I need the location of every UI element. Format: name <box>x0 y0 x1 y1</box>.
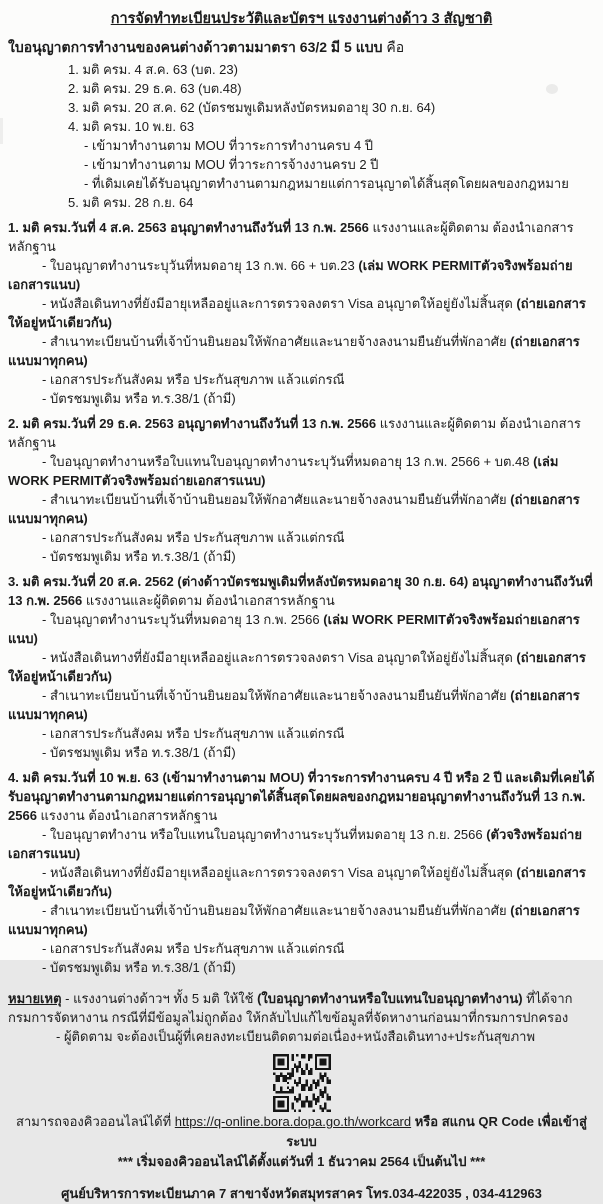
list-item-4-sub-3: - ที่เดิมเคยได้รับอนุญาตทำงานตามกฎหมายแต่การอนุญาตได้สิ้นสุดโดยผลของกฎหมาย <box>84 176 569 191</box>
booking-start-line: *** เริ่มจองคิวออนไลน์ได้ตั้งแต่วันที่ 1 ธันวาคม 2564 เป็นต้นไป *** <box>117 1154 486 1169</box>
bullet-line <box>8 610 595 648</box>
list-item-4-sub-2: - เข้ามาทำงานตาม MOU ที่วาระการจ้างงานครบ 2 ปี <box>84 157 379 172</box>
bullet-bold-note: (ถ่ายเอกสารให้อยู่หน้าเดียวกัน) <box>8 865 586 899</box>
bullet-line <box>8 863 595 901</box>
intro-tail: คือ <box>382 39 405 55</box>
bullet-line: - เอกสารประกันสังคม หรือ ประกันสุขภาพ แล้วแต่กรณี <box>42 530 345 545</box>
bullet-line <box>8 648 595 686</box>
bullet-line <box>8 686 595 724</box>
bullet-line: - บัตรชมพูเดิม หรือ ท.ร.38/1 (ถ้ามี) <box>42 745 236 760</box>
bullet-text: - ใบอนุญาตทำงาน หรือใบแทนใบอนุญาตทำงานระบุวันที่หมดอายุ 13 ก.ย. 2566 <box>42 827 487 842</box>
section-4-heading-tail: แรงงาน ต้องนำเอกสารหลักฐาน <box>36 808 218 823</box>
bullet-text: - สำเนาทะเบียนบ้านที่เจ้าบ้านยินยอมให้พักอาศัยและนายจ้างลงนามยืนยันที่พักอาศัย <box>42 688 511 703</box>
list-item-5: 5. มติ ครม. 28 ก.ย. 64 <box>68 195 194 210</box>
intro-lead: ใบอนุญาตการทำงานของคนต่างด้าวตามมาตรา 63/2 มี 5 แบบ <box>8 39 383 55</box>
bullet-line <box>8 452 595 490</box>
bullet-line: - บัตรชมพูเดิม หรือ ท.ร.38/1 (ถ้ามี) <box>42 391 236 406</box>
booking-pre-text: สามารถจองคิวออนไลน์ได้ที่ <box>16 1114 175 1129</box>
note-text: ที่ได้จากกรมการจัดหางาน กรณีที่มีข้อมูลไม่ถูกต้อง ให้กลับไปแก้ไขข้อมูลที่จัดหางานก่อนมาที่กรมการปกครอง <box>8 991 573 1025</box>
bullet-line: - บัตรชมพูเดิม หรือ ท.ร.38/1 (ถ้ามี) <box>42 549 236 564</box>
list-item-4: 4. มติ ครม. 10 พ.ย. 63 <box>68 119 195 134</box>
bullet-bold-note: (ถ่ายเอกสารแนบมาทุกคน) <box>8 688 580 722</box>
section-2-heading <box>8 414 595 452</box>
bullet-text: - สำเนาทะเบียนบ้านที่เจ้าบ้านยินยอมให้พักอาศัยและนายจ้างลงนามยืนยันที่พักอาศัย <box>42 334 511 349</box>
page-title <box>8 8 595 30</box>
bullet-bold-note: (ถ่ายเอกสารแนบมาทุกคน) <box>8 334 580 368</box>
intro-line <box>8 37 595 58</box>
note-follower-line: - ผู้ติดตาม จะต้องเป็นผู้ที่เคยลงทะเบียนติดตามต่อเนื่อง+หนังสือเดินทาง+ประกันสุขภาพ <box>56 1029 536 1044</box>
bullet-bold-note: (เล่ม WORK PERMITตัวจริงพร้อมถ่ายเอกสารแนบ) <box>8 258 573 292</box>
section-1-heading <box>8 218 595 256</box>
bullet-bold-note: (ถ่ายเอกสารให้อยู่หน้าเดียวกัน) <box>8 650 586 684</box>
bullet-text: - ใบอนุญาตทำงานระบุวันที่หมดอายุ 13 ก.พ. 66 + บต.23 <box>42 258 359 273</box>
bullet-text: - หนังสือเดินทางที่ยังมีอายุเหลืออยู่และการตรวจลงตรา Visa อนุญาตให้อยู่ยังไม่สิ้นสุด <box>42 650 517 665</box>
bullet-bold-note: (ถ่ายเอกสารแนบมาทุกคน) <box>8 492 580 526</box>
bullet-line <box>8 294 595 332</box>
section-2 <box>8 414 595 566</box>
section-4-heading <box>8 768 595 825</box>
bullet-line: - บัตรชมพูเดิม หรือ ท.ร.38/1 (ถ้ามี) <box>42 960 236 975</box>
bullet-text: - หนังสือเดินทางที่ยังมีอายุเหลืออยู่และการตรวจลงตรา Visa อนุญาตให้อยู่ยังไม่สิ้นสุด <box>42 296 517 311</box>
note-text: - แรงงานต่างด้าวฯ ทั้ง 5 มติ ให้ใช้ <box>61 991 258 1006</box>
scan-artifact <box>0 118 3 144</box>
bullet-text: - สำเนาทะเบียนบ้านที่เจ้าบ้านยินยอมให้พักอาศัยและนายจ้างลงนามยืนยันที่พักอาศัย <box>42 903 511 918</box>
bullet-bold-note: (ตัวจริงพร้อมถ่ายเอกสารแนบ) <box>8 827 582 861</box>
bullet-bold-note: (ถ่ายเอกสารแนบมาทุกคน) <box>8 903 580 937</box>
section-4-heading-bold: 4. มติ ครม.วันที่ 10 พ.ย. 63 (เข้ามาทำงานตาม MOU) ที่วาระการทำงานครบ 4 ปี หรือ 2 ปี และเดิมที่เคยได้รับอนุญาตทำงานตามกฎหมายแต่การอนุญาตได้สิ้นสุดโดยผลของกฎหมายอนุญาตทำงานถึงวันที่ 13 ก.พ. 2566 <box>8 770 595 823</box>
permit-type-list <box>68 60 595 212</box>
bullet-line: - เอกสารประกันสังคม หรือ ประกันสุขภาพ แล้วแต่กรณี <box>42 372 345 387</box>
bullet-bold-note: (เล่ม WORK PERMITตัวจริงพร้อมถ่ายเอกสารแนบ) <box>8 454 559 488</box>
note-bold: (ใบอนุญาตทำงานหรือใบแทนใบอนุญาตทำงาน) <box>257 991 523 1006</box>
section-3-heading <box>8 572 595 610</box>
page-title-text: การจัดทำทะเบียนประวัติและบัตรฯ แรงงานต่างด้าว 3 สัญชาติ <box>110 11 493 27</box>
note-block <box>8 989 595 1046</box>
bullet-text: - ใบอนุญาตทำงานหรือใบแทนใบอนุญาตทำงานระบุวันที่หมดอายุ 13 ก.พ. 2566 + บต.48 <box>42 454 534 469</box>
note-paragraph <box>8 989 595 1027</box>
bullet-bold-note: (เล่ม WORK PERMITตัวจริงพร้อมถ่ายเอกสารแนบ) <box>8 612 580 646</box>
bullet-line <box>8 825 595 863</box>
note-label: หมายเหตุ <box>8 991 62 1006</box>
section-3 <box>8 572 595 762</box>
booking-line <box>8 1112 595 1152</box>
booking-url-link[interactable]: https://q-online.bora.dopa.go.th/workcard <box>174 1114 412 1129</box>
bullet-line: - เอกสารประกันสังคม หรือ ประกันสุขภาพ แล้วแต่กรณี <box>42 726 345 741</box>
qr-code-icon <box>273 1054 331 1112</box>
list-item-2: 2. มติ ครม. 29 ธ.ค. 63 (บต.48) <box>68 81 242 96</box>
list-item-4-sub-1: - เข้ามาทำงานตาม MOU ที่วาระการทำงานครบ 4 ปี <box>84 138 374 153</box>
bullet-line <box>8 256 595 294</box>
qr-code-block <box>8 1054 595 1112</box>
bullet-line <box>8 490 595 528</box>
section-1-heading-tail: แรงงานและผู้ติดตาม ต้องนำเอกสารหลักฐาน <box>8 220 574 254</box>
bullet-text: - สำเนาทะเบียนบ้านที่เจ้าบ้านยินยอมให้พักอาศัยและนายจ้างลงนามยืนยันที่พักอาศัย <box>42 492 511 507</box>
section-2-heading-bold: 2. มติ ครม.วันที่ 29 ธ.ค. 2563 อนุญาตทำงานถึงวันที่ 13 ก.พ. 2566 <box>8 416 377 431</box>
section-2-heading-tail: แรงงานและผู้ติดตาม ต้องนำเอกสารหลักฐาน <box>8 416 581 450</box>
section-3-heading-tail: แรงงานและผู้ติดตาม ต้องนำเอกสารหลักฐาน <box>82 593 335 608</box>
bullet-text: - หนังสือเดินทางที่ยังมีอายุเหลืออยู่และการตรวจลงตรา Visa อนุญาตให้อยู่ยังไม่สิ้นสุด <box>42 865 517 880</box>
bullet-line <box>8 901 595 939</box>
section-1-heading-bold: 1. มติ ครม.วันที่ 4 ส.ค. 2563 อนุญาตทำงานถึงวันที่ 13 ก.พ. 2566 <box>8 220 369 235</box>
bullet-bold-note: (ถ่ายเอกสารให้อยู่หน้าเดียวกัน) <box>8 296 586 330</box>
list-item-1: 1. มติ ครม. 4 ส.ค. 63 (บต. 23) <box>68 62 238 77</box>
bullet-text: - ใบอนุญาตทำงานระบุวันที่หมดอายุ 13 ก.พ. 2566 <box>42 612 324 627</box>
bullet-line: - เอกสารประกันสังคม หรือ ประกันสุขภาพ แล้วแต่กรณี <box>42 941 345 956</box>
office-contact-line: ศูนย์บริหารการทะเบียนภาค 7 สาขาจังหวัดสมุทรสาคร โทร.034-422035 , 034-412963 <box>61 1186 542 1201</box>
section-3-heading-bold: 3. มติ ครม.วันที่ 20 ส.ค. 2562 (ต่างด้าวบัตรชมพูเดิมที่หลังบัตรหมดอายุ 30 ก.ย. 64) อนุญาตทำงานถึงวันที่ 13 ก.พ. 2566 <box>8 574 593 608</box>
booking-post-text: หรือ สแกน QR Code เพื่อเข้าสู่ระบบ <box>286 1114 587 1149</box>
section-1 <box>8 218 595 408</box>
list-item-3: 3. มติ ครม. 20 ส.ค. 62 (บัตรชมพูเดิมหลังบัตรหมดอายุ 30 ก.ย. 64) <box>68 100 436 115</box>
bullet-line <box>8 332 595 370</box>
section-4 <box>8 768 595 977</box>
